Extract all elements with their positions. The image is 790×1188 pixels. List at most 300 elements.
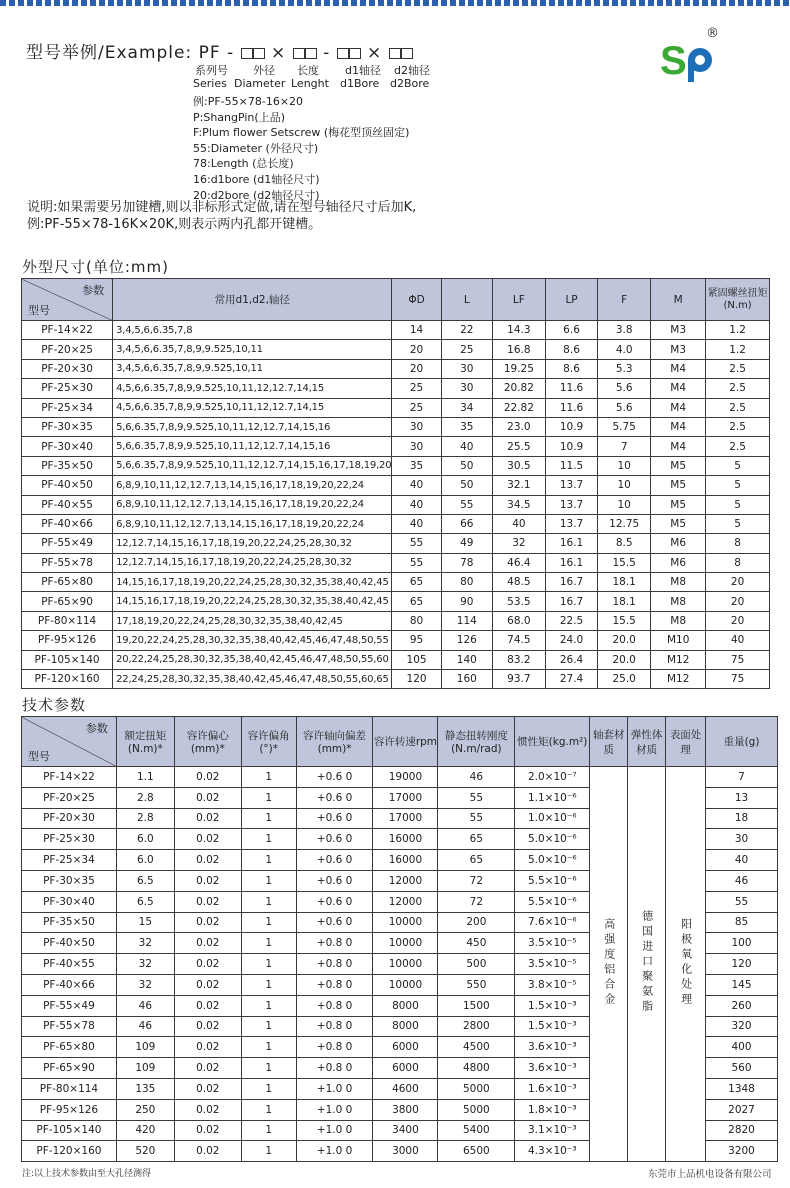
value-cell: 1 [241, 954, 296, 975]
value-cell: 1 [241, 1078, 296, 1099]
value-cell: 78 [441, 553, 492, 572]
value-cell: +0.8 0 [296, 1016, 373, 1037]
placeholder-box [401, 48, 413, 59]
weight-cell: 3200 [706, 1141, 778, 1162]
col-header: 容许偏角(°)* [241, 717, 296, 767]
note-line: 55:Diameter (外径尺寸) [193, 141, 319, 155]
col-header: L [441, 279, 492, 321]
legend-d1-en: d1Bore [340, 77, 380, 90]
table-row [22, 767, 778, 788]
value-cell: 1 [241, 1016, 296, 1037]
tech-title: 技术参数 [22, 696, 87, 714]
legend-d2-cn: d2轴径 [394, 64, 430, 77]
bore-sizes-cell: 14,15,16,17,18,19,20,22,24,25,28,30,32,35,38,40,42,45 [113, 573, 392, 592]
value-cell: 10.9 [545, 417, 597, 436]
value-cell: M3 [651, 340, 706, 359]
value-cell: 72 [438, 870, 515, 891]
value-cell: 32 [116, 933, 174, 954]
value-cell: 20.0 [598, 631, 651, 650]
value-cell: 0.02 [174, 1078, 241, 1099]
value-cell: +0.6 0 [296, 891, 373, 912]
model-cell: PF-35×50 [22, 456, 113, 475]
value-cell: 12000 [373, 870, 438, 891]
value-cell: 19000 [373, 767, 438, 788]
value-cell: 16.1 [545, 534, 597, 553]
legend-d1-cn: d1轴径 [345, 64, 381, 77]
col-header: M [651, 279, 706, 321]
value-cell: M5 [651, 495, 706, 514]
value-cell: 1500 [438, 995, 515, 1016]
model-cell: PF-120×160 [22, 670, 113, 689]
value-cell: +1.0 0 [296, 1120, 373, 1141]
value-cell: M4 [651, 359, 706, 378]
value-cell: 49 [441, 534, 492, 553]
value-cell: 1.6×10⁻³ [515, 1078, 590, 1099]
value-cell: 30 [441, 379, 492, 398]
value-cell: 75 [706, 670, 770, 689]
note-line: 78:Length (总长度) [193, 157, 294, 171]
value-cell: 1 [241, 850, 296, 871]
value-cell: 65 [438, 850, 515, 871]
value-cell: 40 [392, 476, 441, 495]
value-cell: +0.6 0 [296, 850, 373, 871]
model-cell: PF-25×34 [22, 850, 117, 871]
model-cell: PF-80×114 [22, 611, 113, 630]
value-cell: 13.7 [545, 476, 597, 495]
value-cell: 16.8 [492, 340, 545, 359]
value-cell: 8000 [373, 1016, 438, 1037]
value-cell: 10000 [373, 912, 438, 933]
value-cell: 32 [116, 974, 174, 995]
model-cell: PF-40×66 [22, 514, 113, 533]
value-cell: 25 [392, 398, 441, 417]
value-cell: 30.5 [492, 456, 545, 475]
model-cell: PF-95×126 [22, 1099, 117, 1120]
value-cell: 6000 [373, 1058, 438, 1079]
value-cell: 1.5×10⁻³ [515, 1016, 590, 1037]
value-cell: 3.1×10⁻³ [515, 1120, 590, 1141]
value-cell: 1 [241, 1037, 296, 1058]
value-cell: 5 [706, 456, 770, 475]
bore-sizes-cell: 5,6,6.35,7,8,9,9.525,10,11,12,12.7,14,15,16,17,18,19,20 [113, 456, 392, 475]
value-cell: 11.6 [545, 398, 597, 417]
value-cell: 2.5 [706, 417, 770, 436]
value-cell: 65 [392, 592, 441, 611]
value-cell: +0.6 0 [296, 870, 373, 891]
model-cell: PF-55×78 [22, 553, 113, 572]
value-cell: 8 [706, 553, 770, 572]
bore-sizes-cell: 17,18,19,20,22,24,25,28,30,32,35,38,40,42,45 [113, 611, 392, 630]
value-cell: 95 [392, 631, 441, 650]
value-cell: 20 [392, 359, 441, 378]
value-cell: 0.02 [174, 1141, 241, 1162]
weight-cell: 7 [706, 767, 778, 788]
value-cell: 20 [706, 573, 770, 592]
model-cell: PF-55×49 [22, 534, 113, 553]
value-cell: 7 [598, 437, 651, 456]
value-cell: 4.0 [598, 340, 651, 359]
explain-line: 说明:如果需要另加键槽,则以非标形式定做,请在型号轴径尺寸后加K, [27, 200, 417, 215]
value-cell: 65 [392, 573, 441, 592]
value-cell: 6500 [438, 1141, 515, 1162]
value-cell: 1 [241, 767, 296, 788]
value-cell: 13.7 [545, 495, 597, 514]
model-cell: PF-20×30 [22, 808, 117, 829]
surface-treatment-cell [666, 767, 706, 1162]
value-cell: 55 [392, 553, 441, 572]
table-row [22, 514, 770, 533]
value-cell: +0.6 0 [296, 787, 373, 808]
value-cell: 40 [706, 631, 770, 650]
value-cell: 55 [438, 787, 515, 808]
value-cell: +0.8 0 [296, 1058, 373, 1079]
col-header: 紧固螺丝扭矩(N.m) [706, 279, 770, 321]
legend-d2-en: d2Bore [390, 77, 430, 90]
value-cell: M3 [651, 321, 706, 340]
top-stripe [0, 0, 790, 6]
value-cell: 35 [392, 456, 441, 475]
value-cell: 1 [241, 912, 296, 933]
table-row [22, 611, 770, 630]
value-cell: 3.6×10⁻³ [515, 1037, 590, 1058]
bore-sizes-cell: 6,8,9,10,11,12,12.7,13,14,15,16,17,18,19,20,22,24 [113, 476, 392, 495]
value-cell: 6.0 [116, 829, 174, 850]
value-cell: 10 [598, 456, 651, 475]
value-cell: 16.7 [545, 573, 597, 592]
placeholder-box [389, 48, 401, 59]
value-cell: 450 [438, 933, 515, 954]
material-text: 阳极氧化处理 [679, 917, 693, 1008]
value-cell: 5.5×10⁻⁶ [515, 870, 590, 891]
value-cell: 20.82 [492, 379, 545, 398]
sleeve-material-cell [590, 767, 628, 1162]
value-cell: 10 [598, 476, 651, 495]
weight-cell: 46 [706, 870, 778, 891]
value-cell: 5 [706, 476, 770, 495]
value-cell: 74.5 [492, 631, 545, 650]
value-cell: 1 [241, 1099, 296, 1120]
value-cell: 83.2 [492, 650, 545, 669]
value-cell: 22 [441, 321, 492, 340]
value-cell: 0.02 [174, 995, 241, 1016]
table-corner: 参数 型号 [22, 717, 117, 767]
legend-diameter-en: Diameter [234, 77, 286, 90]
col-header: 重量(g) [706, 717, 778, 767]
value-cell: 55 [392, 534, 441, 553]
value-cell: 16000 [373, 829, 438, 850]
times-sign: × [367, 43, 383, 63]
value-cell: 5.6 [598, 398, 651, 417]
note-line: 16:d1bore (d1轴径尺寸) [193, 172, 320, 186]
value-cell: +0.8 0 [296, 933, 373, 954]
table-row [22, 456, 770, 475]
value-cell: 5000 [438, 1099, 515, 1120]
value-cell: 34 [441, 398, 492, 417]
value-cell: 0.02 [174, 912, 241, 933]
value-cell: 10.9 [545, 437, 597, 456]
value-cell: 20 [706, 592, 770, 611]
value-cell: 0.02 [174, 1058, 241, 1079]
value-cell: 140 [441, 650, 492, 669]
value-cell: 32 [116, 954, 174, 975]
value-cell: 30 [441, 359, 492, 378]
value-cell: 200 [438, 912, 515, 933]
value-cell: M6 [651, 534, 706, 553]
value-cell: 1 [241, 1141, 296, 1162]
value-cell: +1.0 0 [296, 1099, 373, 1120]
weight-cell: 85 [706, 912, 778, 933]
example-notes [193, 94, 409, 203]
value-cell: M4 [651, 379, 706, 398]
value-cell: M8 [651, 573, 706, 592]
table-corner: 参数 型号 [22, 279, 113, 321]
value-cell: 55 [438, 808, 515, 829]
table-row [22, 592, 770, 611]
value-cell: 13.7 [545, 514, 597, 533]
keyway-explanation [27, 199, 416, 233]
value-cell: 1 [241, 829, 296, 850]
value-cell: 30 [392, 437, 441, 456]
dash: - [323, 43, 331, 63]
bore-sizes-cell: 19,20,22,24,25,28,30,32,35,38,40,42,45,46,47,48,50,55 [113, 631, 392, 650]
model-cell: PF-105×140 [22, 1120, 117, 1141]
value-cell: 12000 [373, 891, 438, 912]
legend-series-en: Series [193, 77, 227, 90]
value-cell: 1 [241, 808, 296, 829]
value-cell: 3.5×10⁻⁵ [515, 933, 590, 954]
value-cell: 65 [438, 829, 515, 850]
value-cell: 4.3×10⁻³ [515, 1141, 590, 1162]
weight-cell: 400 [706, 1037, 778, 1058]
company-name: 东莞市上品机电设备有限公司 [648, 1169, 772, 1180]
value-cell: 8000 [373, 995, 438, 1016]
value-cell: 5.0×10⁻⁶ [515, 850, 590, 871]
value-cell: 1 [241, 995, 296, 1016]
value-cell: 8.5 [598, 534, 651, 553]
model-cell: PF-65×90 [22, 592, 113, 611]
value-cell: 32 [492, 534, 545, 553]
value-cell: 0.02 [174, 829, 241, 850]
col-header: LF [492, 279, 545, 321]
model-cell: PF-55×78 [22, 1016, 117, 1037]
value-cell: 14 [392, 321, 441, 340]
value-cell: 68.0 [492, 611, 545, 630]
value-cell: 500 [438, 954, 515, 975]
note-line: F:Plum flower Setscrew (梅花型顶丝固定) [193, 126, 410, 140]
value-cell: 1.5×10⁻³ [515, 995, 590, 1016]
value-cell: 25.0 [598, 670, 651, 689]
value-cell: 2800 [438, 1016, 515, 1037]
value-cell: 126 [441, 631, 492, 650]
table-row [22, 398, 770, 417]
model-cell: PF-20×30 [22, 359, 113, 378]
value-cell: 14.3 [492, 321, 545, 340]
value-cell: 25.5 [492, 437, 545, 456]
model-cell: PF-30×35 [22, 417, 113, 436]
legend-diameter-cn: 外径 [253, 64, 275, 77]
model-cell: PF-25×34 [22, 398, 113, 417]
bore-sizes-cell: 6,8,9,10,11,12,12.7,13,14,15,16,17,18,19,20,22,24 [113, 514, 392, 533]
table-row [22, 670, 770, 689]
dimensions-table [21, 278, 770, 689]
value-cell: M5 [651, 456, 706, 475]
value-cell: 520 [116, 1141, 174, 1162]
value-cell: M8 [651, 592, 706, 611]
value-cell: 8 [706, 534, 770, 553]
value-cell: 0.02 [174, 1099, 241, 1120]
value-cell: 5.5×10⁻⁶ [515, 891, 590, 912]
value-cell: 0.02 [174, 933, 241, 954]
example-line [26, 38, 413, 63]
value-cell: +0.6 0 [296, 829, 373, 850]
bore-sizes-cell: 5,6,6.35,7,8,9,9.525,10,11,12,12.7,14,15,16 [113, 437, 392, 456]
value-cell: 24.0 [545, 631, 597, 650]
model-cell: PF-20×25 [22, 340, 113, 359]
value-cell: 0.02 [174, 1120, 241, 1141]
weight-cell: 40 [706, 850, 778, 871]
value-cell: +1.0 0 [296, 1078, 373, 1099]
value-cell: 16.1 [545, 553, 597, 572]
value-cell: 5000 [438, 1078, 515, 1099]
value-cell: 18.1 [598, 592, 651, 611]
value-cell: 0.02 [174, 787, 241, 808]
value-cell: 5 [706, 495, 770, 514]
model-cell: PF-40×50 [22, 933, 117, 954]
value-cell: 46.4 [492, 553, 545, 572]
value-cell: 1.2 [706, 340, 770, 359]
value-cell: 3.6×10⁻³ [515, 1058, 590, 1079]
value-cell: 5.0×10⁻⁶ [515, 829, 590, 850]
value-cell: 6.5 [116, 891, 174, 912]
value-cell: 2.8 [116, 808, 174, 829]
model-cell: PF-65×90 [22, 1058, 117, 1079]
bore-sizes-cell: 3,4,5,6,6.35,7,8,9,9.525,10,11 [113, 359, 392, 378]
value-cell: 6.5 [116, 870, 174, 891]
value-cell: 109 [116, 1037, 174, 1058]
value-cell: 0.02 [174, 974, 241, 995]
value-cell: 40 [492, 514, 545, 533]
table-row [22, 379, 770, 398]
technical-table [21, 716, 778, 1162]
bore-sizes-cell: 5,6,6.35,7,8,9,9.525,10,11,12,12.7,14,15,16 [113, 417, 392, 436]
value-cell: 1.8×10⁻³ [515, 1099, 590, 1120]
weight-cell: 2820 [706, 1120, 778, 1141]
model-cell: PF-40×55 [22, 495, 113, 514]
note-line: 20:d2bore (d2轴径尺寸) [193, 188, 320, 202]
value-cell: 46 [438, 767, 515, 788]
weight-cell: 120 [706, 954, 778, 975]
value-cell: 12.75 [598, 514, 651, 533]
value-cell: 17000 [373, 787, 438, 808]
footnote: 注:以上技术参数由至大孔径测得 [22, 1169, 152, 1179]
value-cell: 50 [441, 456, 492, 475]
table-row [22, 650, 770, 669]
value-cell: 16000 [373, 850, 438, 871]
bore-sizes-cell: 4,5,6,6.35,7,8,9,9.525,10,11,12,12.7,14,15 [113, 379, 392, 398]
model-cell: PF-20×25 [22, 787, 117, 808]
bore-sizes-cell: 3,4,5,6,6.35,7,8,9,9.525,10,11 [113, 340, 392, 359]
weight-cell: 260 [706, 995, 778, 1016]
model-cell: PF-120×160 [22, 1141, 117, 1162]
value-cell: 16.7 [545, 592, 597, 611]
value-cell: 0.02 [174, 870, 241, 891]
placeholder-box [349, 48, 361, 59]
value-cell: 15.5 [598, 553, 651, 572]
value-cell: 0.02 [174, 954, 241, 975]
value-cell: 10000 [373, 954, 438, 975]
value-cell: 1 [241, 974, 296, 995]
material-text: 德国进口聚氨脂 [640, 910, 654, 1016]
note-line: P:ShangPin(上品) [193, 110, 285, 124]
table-row [22, 573, 770, 592]
value-cell: 105 [392, 650, 441, 669]
model-cell: PF-14×22 [22, 767, 117, 788]
value-cell: +0.8 0 [296, 954, 373, 975]
value-cell: 23.0 [492, 417, 545, 436]
col-header: 容许轴向偏差(mm)* [296, 717, 373, 767]
value-cell: 2.5 [706, 437, 770, 456]
placeholder-box [293, 48, 305, 59]
value-cell: 8.6 [545, 340, 597, 359]
model-cell: PF-95×126 [22, 631, 113, 650]
col-header: 表面处理 [666, 717, 706, 767]
elastomer-material-cell [628, 767, 666, 1162]
value-cell: 30 [392, 417, 441, 436]
weight-cell: 145 [706, 974, 778, 995]
value-cell: 1 [241, 870, 296, 891]
value-cell: 26.4 [545, 650, 597, 669]
value-cell: 53.5 [492, 592, 545, 611]
value-cell: M12 [651, 670, 706, 689]
value-cell: 75 [706, 650, 770, 669]
placeholder-box [305, 48, 317, 59]
col-header: 轴套材质 [590, 717, 628, 767]
value-cell: 40 [392, 495, 441, 514]
value-cell: 135 [116, 1078, 174, 1099]
note-line: 例:PF-55×78-16×20 [193, 95, 304, 108]
value-cell: 34.5 [492, 495, 545, 514]
value-cell: 5.75 [598, 417, 651, 436]
col-header: 额定扭矩(N.m)* [116, 717, 174, 767]
value-cell: 5.6 [598, 379, 651, 398]
value-cell: 1.0×10⁻⁶ [515, 808, 590, 829]
value-cell: 32.1 [492, 476, 545, 495]
explain-line: 例:PF-55×78-16K×20K,则表示两内孔都开键槽。 [27, 217, 322, 232]
table-row [22, 495, 770, 514]
value-cell: 7.6×10⁻⁶ [515, 912, 590, 933]
value-cell: 5400 [438, 1120, 515, 1141]
weight-cell: 100 [706, 933, 778, 954]
value-cell: 3.8×10⁻⁵ [515, 974, 590, 995]
value-cell: 3800 [373, 1099, 438, 1120]
value-cell: 6.0 [116, 850, 174, 871]
model-cell: PF-35×50 [22, 912, 117, 933]
value-cell: +0.8 0 [296, 974, 373, 995]
value-cell: 80 [392, 611, 441, 630]
legend-length-en: Lenght [291, 77, 329, 90]
model-cell: PF-105×140 [22, 650, 113, 669]
legend-length-cn: 长度 [297, 64, 319, 77]
col-header: F [598, 279, 651, 321]
table-row [22, 553, 770, 572]
col-header: ΦD [392, 279, 441, 321]
value-cell: 1 [241, 1120, 296, 1141]
value-cell: 250 [116, 1099, 174, 1120]
value-cell: 160 [441, 670, 492, 689]
value-cell: 40 [392, 514, 441, 533]
value-cell: M8 [651, 611, 706, 630]
value-cell: +0.6 0 [296, 912, 373, 933]
